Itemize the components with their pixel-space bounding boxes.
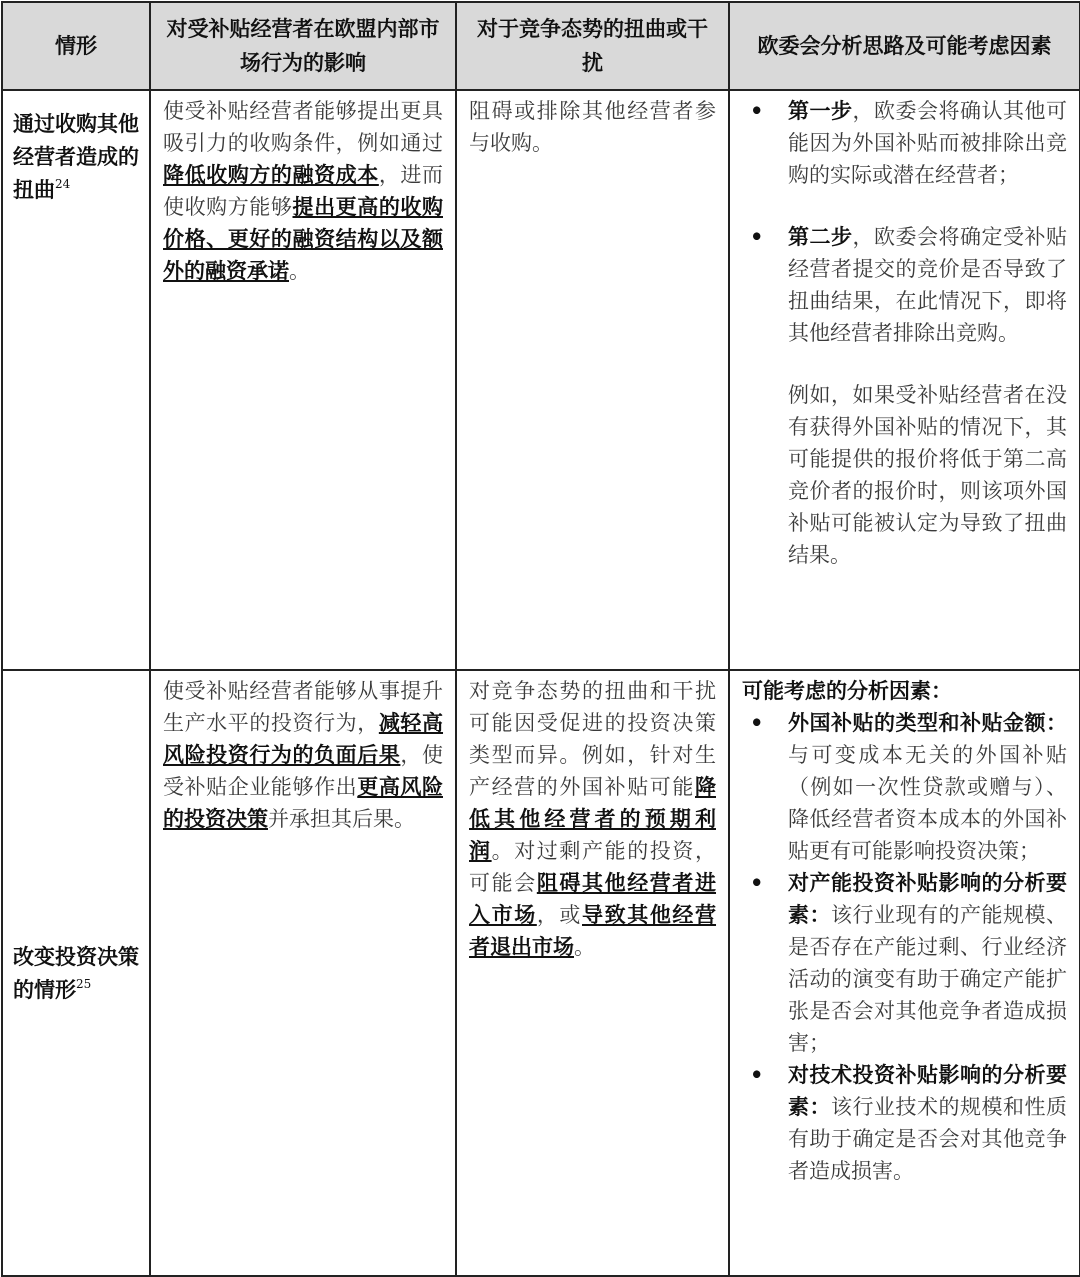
distortion-highlight: 阻碍其他经营者进入市场 [469,870,717,927]
row-title-text: 改变投资决策的情形 [13,944,139,1002]
distortion-text: 阻碍或排除其他经营者参与收购。 [469,99,716,155]
impact-highlight: 降低收购方的融资成本 [163,162,379,187]
impact-text: ，使受补贴企业能够作出 [163,743,444,799]
header-impact: 对受补贴经营者在欧盟内部市场行为的影响 [150,2,456,90]
impact-cell [150,670,456,1276]
step-text: ，欧委会将确认其他可能因为外国补贴而被排除出竞购的实际或潜在经营者； [788,99,1067,187]
impact-text: 使受补贴经营者能够从事提升生产水平的投资行为， [163,679,443,735]
factor-label: 外国补贴的类型和补贴金额： [788,710,1067,735]
example-paragraph: 例如，如果受补贴经营者在没有获得外国补贴的情况下，其可能提供的报价将低于第二高竞价者的报价时，则该项外国补贴可能被认定为导致了扭曲结果。 [788,383,1067,567]
factor-label: 对技术投资补贴影响的分析要素： [788,1062,1067,1119]
analysis-heading: 可能考虑的分析因素： [742,678,952,703]
bullet-icon: • [750,1062,764,1087]
bullet-icon: • [750,224,764,249]
distortion-text: 。 [574,935,595,959]
table-header-row [2,2,1080,90]
distortion-text: 对竞争态势的扭曲和干扰可能因受促进的投资决策类型而异。例如，针对生产经营的外国补贴可能 [469,679,716,799]
row-title-text: 通过收购其他经营者造成的扭曲 [13,111,139,202]
factor-text: 该行业技术的规模和性质有助于确定是否会对其他竞争者造成损害。 [788,1095,1067,1183]
impact-text: ，进而使收购方能够 [163,163,444,219]
step-label: 第一步 [788,98,853,123]
list-item [742,707,1067,867]
factor-text: 与可变成本无关的外国补贴（例如一次性贷款或赠与）、降低经营者资本成本的外国补贴更有可能影响投资决策； [788,743,1067,863]
bullet-icon: • [750,870,764,895]
row-title [2,670,150,1276]
distortion-text: 。对过剩产能的投资，可能会 [469,839,717,895]
impact-highlight: 提出更高的收购价格、更好的融资结构以及额外的融资承诺 [163,194,443,283]
factor-text: 该行业现有的产能规模、是否存在产能过剩、行业经济活动的演变有助于确定产能扩张是否会对其他竞争者造成损害； [788,903,1067,1055]
list-item [742,1059,1067,1187]
distortion-highlight: 导致其他经营者退出市场 [469,902,717,959]
impact-highlight: 更高风险的投资决策 [163,774,443,831]
footnote-marker: 24 [55,177,71,191]
impact-text: 。 [289,259,310,283]
row-title [2,90,150,670]
bullet-icon: • [750,98,764,123]
step-text: ，欧委会将确定受补贴经营者提交的竞价是否导致了扭曲结果，在此情况下，即将其他经营者排除出竞购。 [788,225,1067,345]
subsidy-analysis-table [1,1,1080,1277]
impact-text: 使受补贴经营者能够提出更具吸引力的收购条件，例如通过 [163,99,443,155]
bullet-icon: • [750,710,764,735]
footnote-marker: 25 [76,977,92,991]
header-analysis: 欧委会分析思路及可能考虑因素 [729,2,1080,90]
distortion-cell [456,670,729,1276]
header-distortion: 对于竞争态势的扭曲或干扰 [456,2,729,90]
factor-label: 对产能投资补贴影响的分析要素： [788,870,1067,927]
distortion-text: ，或 [536,903,583,927]
analysis-cell [729,670,1080,1276]
table-row [2,670,1080,1276]
impact-highlight: 减轻高风险投资行为的负面后果 [163,710,444,767]
impact-text: 并承担其后果。 [268,807,415,831]
distortion-highlight: 降低其他经营者的预期利润 [469,774,716,863]
step-label: 第二步 [788,224,853,249]
list-item [742,221,1067,349]
distortion-cell [456,90,729,670]
impact-cell [150,90,456,670]
list-item [742,95,1067,191]
analysis-cell [729,90,1080,670]
table-row [2,90,1080,670]
header-situation: 情形 [2,2,150,90]
analysis-list [742,707,1067,1187]
list-item [742,867,1067,1059]
analysis-list [742,95,1067,349]
